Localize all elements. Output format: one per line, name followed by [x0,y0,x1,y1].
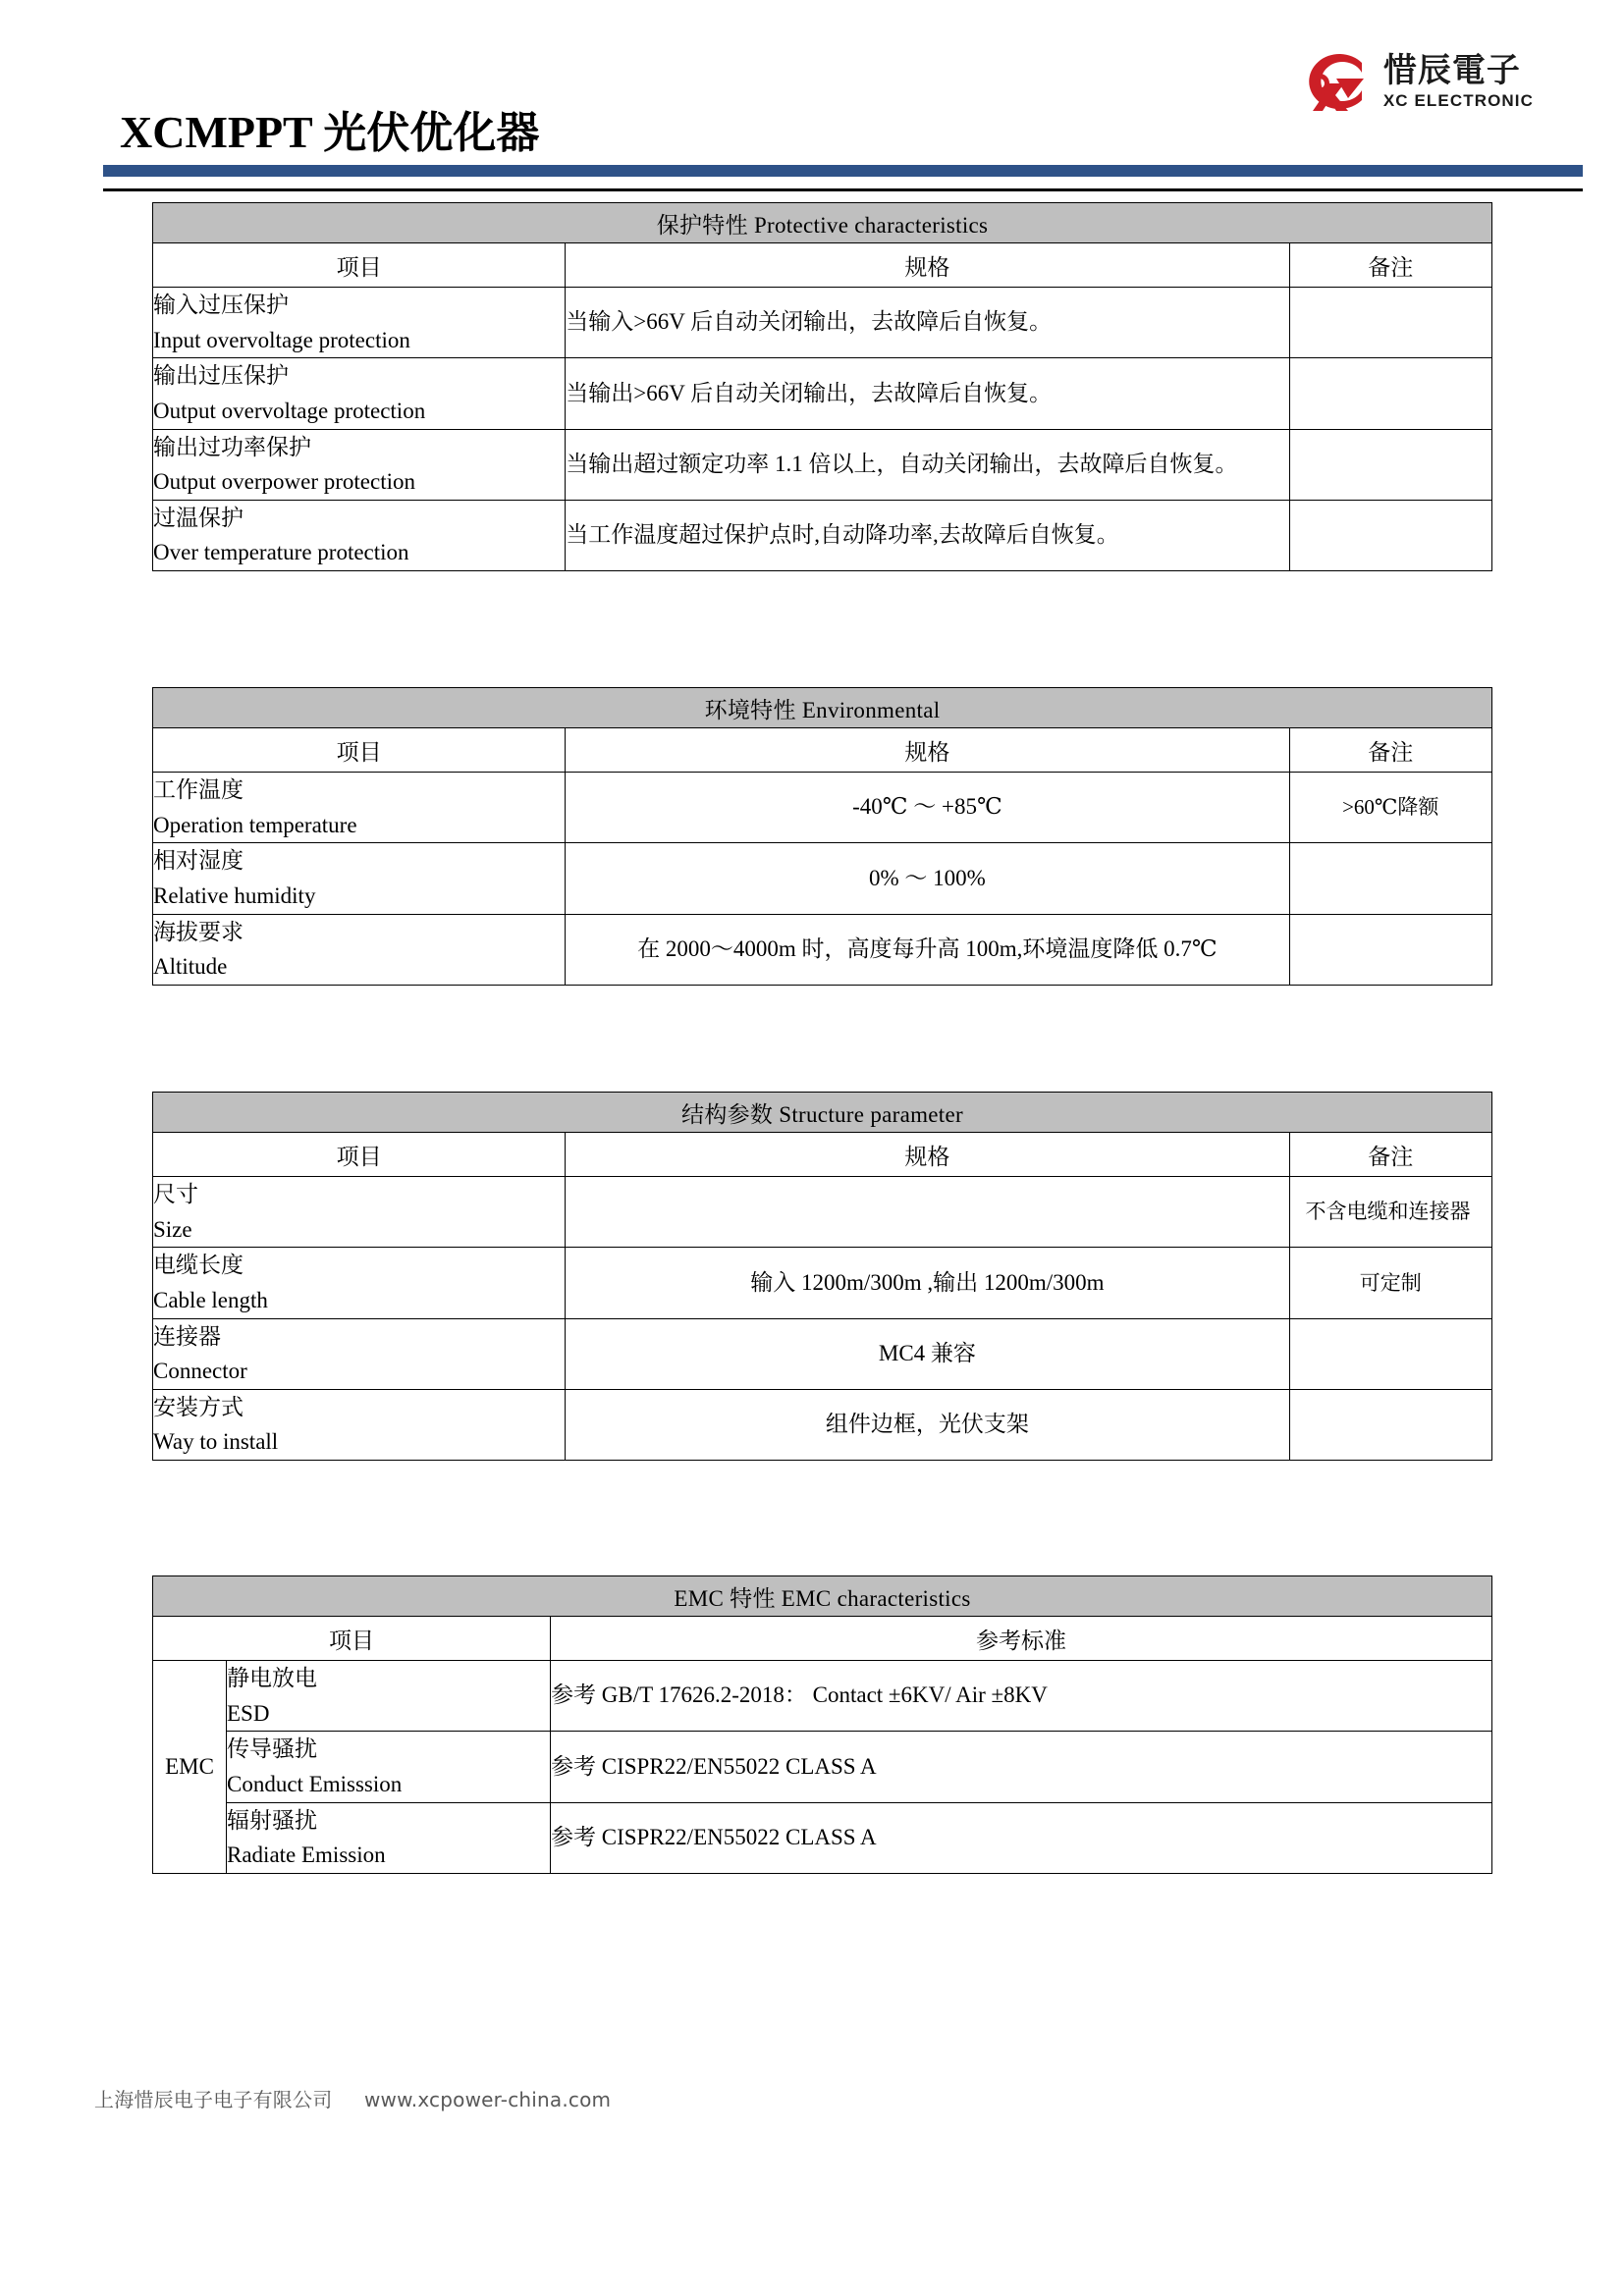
row-remark [1289,1318,1491,1389]
column-header-spec: 规格 [566,243,1289,288]
row-item-cn: 工作温度 [153,777,244,802]
row-item-cn: 输出过功率保护 [153,434,311,459]
column-header-spec: 规格 [566,728,1289,773]
row-item-en: Radiate Emission [227,1842,386,1868]
row-item-en: Cable length [153,1287,268,1312]
table-row [153,358,1492,429]
logo-brand-en: XC ELECTRONIC [1382,91,1534,110]
footer-company: 上海惜辰电子电子有限公司 [94,2088,333,2111]
xc-swoosh-logo-icon [1293,51,1370,112]
page-header [0,0,1624,182]
row-item [153,1248,566,1318]
row-item [153,773,566,843]
table-band-title: EMC 特性 EMC characteristics [153,1576,1492,1617]
row-spec: 输入 1200m/300m ,输出 1200m/300m [566,1248,1289,1318]
column-header-item: 项目 [153,1617,551,1661]
row-item [153,500,566,570]
table-band-title: 结构参数 Structure parameter [153,1093,1492,1133]
table-row [153,1389,1492,1460]
table-row [153,914,1492,985]
row-remark [1289,500,1491,570]
row-item [153,288,566,358]
table-row [153,500,1492,570]
row-item [153,843,566,914]
column-header-remark: 备注 [1289,1133,1491,1177]
row-item-cn: 尺寸 [153,1182,198,1206]
row-remark [1289,429,1491,500]
row-remark: 可定制 [1289,1248,1491,1318]
row-item-en: Output overpower protection [153,469,415,495]
row-item [153,914,566,985]
row-remark: >60℃降额 [1289,773,1491,843]
table-row [153,1732,1492,1802]
logo-text [1382,51,1534,110]
row-spec: 当输入>66V 后自动关闭输出，去故障后自恢复。 [566,288,1289,358]
row-spec: 当输出超过额定功率 1.1 倍以上，自动关闭输出，去故障后自恢复。 [566,429,1289,500]
row-item [153,1389,566,1460]
row-spec: 当工作温度超过保护点时,自动降功率,去故障后自恢复。 [566,500,1289,570]
table-band-row [153,203,1492,243]
row-remark [1289,358,1491,429]
row-item-cn: 连接器 [153,1323,221,1349]
table-row [153,773,1492,843]
table-row [153,1661,1492,1732]
column-header-item: 项目 [153,1133,566,1177]
row-spec: MC4 兼容 [566,1318,1289,1389]
row-item-cn: 相对湿度 [153,848,244,874]
column-header-standard: 参考标准 [551,1617,1492,1661]
page-title-cn: 光伏优化器 [323,108,540,158]
company-logo [1293,51,1534,112]
row-item-en: Way to install [153,1429,279,1455]
row-item [227,1732,551,1802]
footer-url[interactable]: www.xcpower-china.com [363,2088,612,2111]
row-item-cn: 静电放电 [227,1666,317,1690]
column-header-remark: 备注 [1289,728,1491,773]
table-header-row [153,1617,1492,1661]
logo-brand-cn: 惜辰電子 [1382,51,1521,90]
row-item-en: Over temperature protection [153,540,409,565]
table-row [153,843,1492,914]
row-standard: 参考 CISPR22/EN55022 CLASS A [551,1802,1492,1873]
row-item [153,429,566,500]
table-row [153,1318,1492,1389]
row-item-cn: 过温保护 [153,505,244,530]
table-row [153,1802,1492,1873]
header-rule-black [103,188,1583,191]
row-item-en: Size [153,1216,192,1242]
table-header-row [153,1133,1492,1177]
row-item [153,1177,566,1248]
row-item-cn: 海拔要求 [153,919,244,944]
row-standard: 参考 CISPR22/EN55022 CLASS A [551,1732,1492,1802]
table-header-row [153,728,1492,773]
table-environmental [152,687,1492,986]
page-title [120,107,540,158]
row-item-en: Input overvoltage protection [153,327,410,352]
table-emc-characteristics [152,1575,1492,1874]
table-protective-characteristics [152,202,1492,571]
row-item [227,1802,551,1873]
row-spec [566,1177,1289,1248]
row-remark: 不含电缆和连接器 [1289,1177,1491,1248]
row-item-cn: 安装方式 [153,1394,244,1419]
row-remark [1289,914,1491,985]
row-remark [1289,843,1491,914]
row-item-en: Output overvoltage protection [153,398,426,423]
table-band-row [153,1093,1492,1133]
row-item-en: Conduct Emisssion [227,1771,403,1796]
column-header-item: 项目 [153,728,566,773]
row-item-en: Altitude [153,954,228,980]
column-header-item: 项目 [153,243,566,288]
table-band-row [153,1576,1492,1617]
column-header-remark: 备注 [1289,243,1491,288]
column-header-spec: 规格 [566,1133,1289,1177]
table-band-title: 保护特性 Protective characteristics [153,203,1492,243]
row-item-en: ESD [227,1700,270,1726]
row-spec: 当输出>66V 后自动关闭输出，去故障后自恢复。 [566,358,1289,429]
row-item [153,1318,566,1389]
row-item [153,358,566,429]
table-header-row [153,243,1492,288]
table-row [153,1248,1492,1318]
row-item-en: Operation temperature [153,812,357,837]
row-group-label: EMC [153,1661,227,1874]
row-item-en: Connector [153,1359,247,1384]
table-row [153,288,1492,358]
row-spec: -40℃ 〜 +85℃ [566,773,1289,843]
table-band-row [153,688,1492,728]
row-item-cn: 辐射骚扰 [227,1807,317,1833]
row-spec: 在 2000〜4000m 时，高度每升高 100m,环境温度降低 0.7℃ [566,914,1289,985]
row-item-cn: 传导骚扰 [227,1736,317,1762]
row-spec: 0% 〜 100% [566,843,1289,914]
table-structure-parameter [152,1092,1492,1461]
row-standard: 参考 GB/T 17626.2-2018： Contact ±6KV/ Air ±8KV [551,1661,1492,1732]
row-spec: 组件边框，光伏支架 [566,1389,1289,1460]
row-item-en: Relative humidity [153,882,316,908]
row-item [227,1661,551,1732]
row-item-cn: 电缆长度 [153,1253,244,1278]
row-item-cn: 输出过压保护 [153,363,289,389]
table-row [153,429,1492,500]
header-rule-blue [103,165,1583,177]
page-footer [94,2084,611,2112]
table-row [153,1177,1492,1248]
row-remark [1289,1389,1491,1460]
row-item-cn: 输入过压保护 [153,293,289,317]
page-title-en: XCMPPT [120,107,312,157]
table-band-title: 环境特性 Environmental [153,688,1492,728]
row-remark [1289,288,1491,358]
